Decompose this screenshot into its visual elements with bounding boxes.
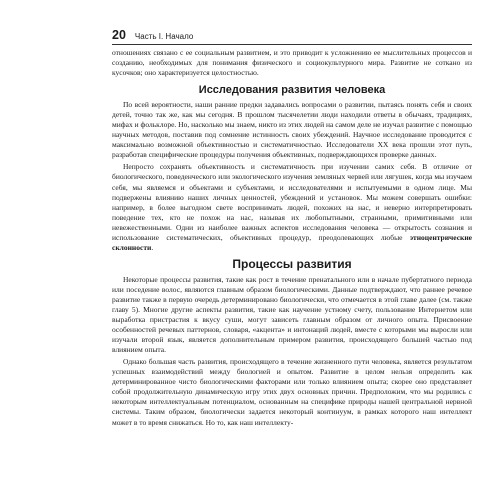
section-heading-research: Исследования развития человека — [198, 84, 386, 97]
key-term-ethnocentric: этноцентрические склонности — [112, 232, 472, 252]
research-paragraph-2 — [112, 162, 472, 252]
intro-paragraph: отношениях связано с ее социальным развитием, и это приводит к усложнению ее мыслительных процессов и созданию, необходимых для понимания физического и социокультурного мира. Развитие не соткано из кусочков; оно характеризуется целостностью. — [112, 48, 472, 78]
research-paragraph-2-end: . — [151, 242, 154, 252]
page-number: 20 — [112, 28, 126, 42]
research-paragraph-2-text: Непросто сохранять объективность и систематичность при изучении самих себя. В отличие от биологического, поведенческого или экологического изучения земляных червей или лягушек, когда мы изучаем себя, мы являемся и объектами и субъектами, и исследователями и испытуемыми в одном лице. Мы подвержены влиянию наших личных ценностей, убеждений и установок. Мы можем совершать ошибки: например, в более выгодном свете воспринимать людей, похожих на нас, и неверно интерпретировать поведение тех, кто не похож на нас, называя их любопытными, странными, примитивными или невежественными. Одни из наиболее важных аспектов исследования человека — открытость сознания и использование систематических, объективных процедур, преодолевающих любые — [112, 162, 472, 242]
processes-paragraph-2: Однако большая часть развития, происходящего в течение жизненного пути человека, является результатом успешных взаимодействий между биологией и опытом. Развитие в целом нельзя определить как детерминированное чисто биологическими факторами или только влиянием опыта; скорее оно представляет собой продолжительную динамическую игру этих двух основных причин. Предположим, что мы родились с некоторым интеллектуальным потенциалом, основанным на специфике природы нашей центральной нервной системы. Таким образом, биологически задается некоторый континуум, в рамках которого наш интеллект может в то время снижаться. Но то, как наш интеллекту- — [112, 357, 472, 427]
header-rule — [112, 44, 472, 45]
section-heading-processes: Процессы развития — [232, 256, 352, 271]
processes-paragraph-1: Некоторые процессы развития, такие как рост в течение пренатального или в начале пубертатного периода или поседение волос, являются главным образом биологическими. Данные подтверждают, что раннее речевое развитие также в первую очередь детерминировано биологически, что отмечается в этой главе далее (см. также главу 5). Многие другие аспекты развития, такие как научение устному счету, пользование Интернетом или выработка пристрастия к вкусу суши, могут зависеть главным образом от личного опыта. Присвоение особенностей речевых паттернов, словаря, «акцента» и интонаций людей, вместе с которыми мы выросли или изучали второй язык, является дополнительным примером развития, происходящего большей частью под влиянием опыта. — [112, 274, 472, 355]
page-body — [112, 48, 472, 428]
page-header — [112, 28, 193, 42]
research-paragraph-1: По всей вероятности, наши ранние предки задавались вопросами о развитии, пытаясь понять себя и своих детей, точно так же, как мы сегодня. В прошлом тысячелетии люди находили ответы в обычаях, традициях, мифах и фольклоре. Но, насколько мы знаем, никто из этих людей на самом деле не изучал развитие с помощью научных методов, поставив под сомнение истинность своих убеждений. Научное исследование проводится с максимально возможной объективностью и систематичностью. Исследователи XX века прошли этот путь, разработав специфические процедуры получения объективных, подверждающихся проверке данных. — [112, 100, 472, 160]
running-head: Часть I. Начало — [134, 32, 194, 41]
